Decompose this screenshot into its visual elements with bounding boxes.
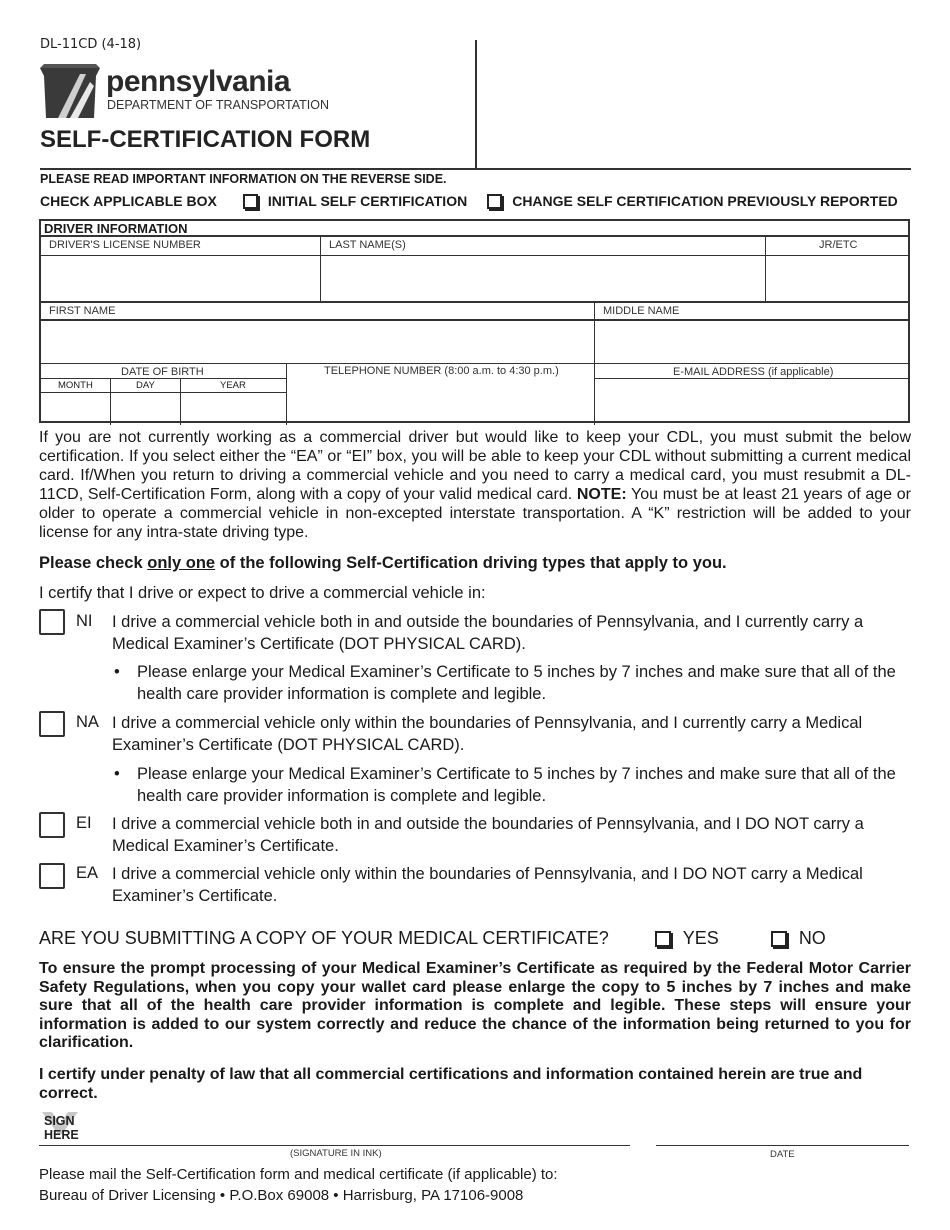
certify-intro: I certify that I drive or expect to drive a commercial vehicle in: bbox=[39, 584, 486, 602]
birth-month-field[interactable] bbox=[42, 393, 109, 423]
medical-yes-checkbox[interactable] bbox=[655, 931, 671, 947]
driver-information-heading: DRIVER INFORMATION bbox=[41, 221, 908, 237]
initial-certification-label: INITIAL SELF CERTIFICATION bbox=[267, 193, 468, 209]
instruction-emphasis: only one bbox=[147, 554, 216, 572]
date-of-birth-label: DATE OF BIRTH bbox=[121, 366, 204, 378]
keystone-icon bbox=[40, 64, 100, 118]
option-na-code: NA bbox=[76, 713, 99, 731]
logo-department: DEPARTMENT OF TRANSPORTATION bbox=[107, 98, 330, 112]
option-ni-bullet-marker: • bbox=[114, 663, 120, 681]
middle-name-label: MIDDLE NAME bbox=[603, 305, 680, 317]
middle-name-field[interactable] bbox=[596, 321, 907, 363]
option-ea-code: EA bbox=[76, 864, 99, 882]
initial-certification-option[interactable] bbox=[243, 193, 467, 209]
birth-day-field[interactable] bbox=[112, 393, 179, 423]
form-number: DL-11CD (4-18) bbox=[40, 37, 142, 52]
option-na-bullet-text: Please enlarge your Medical Examiner’s Certificate to 5 inches by 7 inches and make sure that all of the health care provider information is complete and legible. bbox=[137, 765, 896, 805]
medical-no-checkbox[interactable] bbox=[771, 931, 787, 947]
intro-paragraph bbox=[39, 429, 911, 542]
last-name-label: LAST NAME(S) bbox=[329, 239, 406, 251]
email-field[interactable] bbox=[596, 379, 907, 423]
option-ni-checkbox[interactable] bbox=[39, 609, 65, 635]
sign-here-line2: HERE bbox=[44, 1128, 79, 1142]
medical-certificate-question bbox=[39, 928, 826, 949]
option-na-bullet-marker: • bbox=[114, 765, 120, 783]
selection-instruction bbox=[39, 554, 727, 573]
change-certification-option[interactable] bbox=[487, 193, 898, 209]
medical-yes-label: YES bbox=[682, 928, 719, 948]
check-applicable-row bbox=[40, 193, 898, 209]
license-number-label: DRIVER'S LICENSE NUMBER bbox=[49, 239, 201, 251]
year-label: YEAR bbox=[220, 380, 246, 391]
option-na-text: I drive a commercial vehicle only within the boundaries of Pennsylvania, and I currently carry a Medical Examiner’s Certificate (DOT PHYSICAL CARD). bbox=[112, 714, 863, 754]
mailing-instruction: Please mail the Self-Certification form and medical certificate (if applicable) to: bbox=[39, 1166, 558, 1183]
note-label: NOTE: bbox=[576, 485, 627, 503]
telephone-label: TELEPHONE NUMBER (8:00 a.m. to 4:30 p.m.) bbox=[324, 365, 559, 377]
medical-yes-option[interactable] bbox=[655, 928, 719, 949]
medical-question-text: ARE YOU SUBMITTING A COPY OF YOUR MEDICAL CERTIFICATE? bbox=[39, 928, 609, 948]
option-ei-code: EI bbox=[76, 814, 92, 832]
suffix-label: JR/ETC bbox=[819, 239, 858, 251]
month-label: MONTH bbox=[58, 380, 93, 391]
telephone-field[interactable] bbox=[288, 379, 593, 423]
intro-text: If you are not currently working as a commercial driver but would like to keep your CDL, you must submit the below certification. If you select either the “EA” or “EI” box, you will be able to keep your CDL without submitting a current medical card. If/When you return to driving a commercial vehicle and you need to carry a medical card, you must resubmit a DL-11CD, Self-Certification Form, along with a copy of your valid medical card. bbox=[39, 429, 911, 503]
logo-wordmark: pennsylvania bbox=[106, 65, 291, 98]
header-divider bbox=[475, 40, 477, 170]
initial-certification-checkbox[interactable] bbox=[243, 194, 258, 209]
medical-no-label: NO bbox=[798, 928, 826, 948]
option-ni-text: I drive a commercial vehicle both in and outside the boundaries of Pennsylvania, and I currently carry a Medical Examiner’s Certificate (DOT PHYSICAL CARD). bbox=[112, 613, 864, 653]
suffix-field[interactable] bbox=[767, 256, 907, 301]
sign-here-line1: SIGN bbox=[44, 1114, 75, 1128]
email-label: E-MAIL ADDRESS (if applicable) bbox=[673, 366, 834, 378]
note-text: You must be at least 21 years of age or older to operate a commercial vehicle in non-excepted interstate transportation. A “K” restriction will be added to your license for any intra-state driving type. bbox=[39, 485, 911, 541]
first-name-field[interactable] bbox=[42, 321, 593, 363]
license-number-field[interactable] bbox=[42, 256, 319, 301]
sign-here-icon bbox=[40, 1110, 80, 1146]
penndot-logo bbox=[40, 64, 330, 120]
change-certification-checkbox[interactable] bbox=[487, 194, 502, 209]
signature-line[interactable] bbox=[39, 1145, 630, 1146]
date-label: DATE bbox=[770, 1149, 795, 1160]
birth-year-field[interactable] bbox=[182, 393, 285, 423]
reverse-side-notice: PLEASE READ IMPORTANT INFORMATION ON THE REVERSE SIDE. bbox=[40, 172, 447, 186]
date-line[interactable] bbox=[656, 1145, 909, 1146]
instruction-before: Please check bbox=[39, 554, 148, 572]
option-na-checkbox[interactable] bbox=[39, 711, 65, 737]
option-ni-bullet-text: Please enlarge your Medical Examiner’s Certificate to 5 inches by 7 inches and make sure that all of the health care provider information is complete and legible. bbox=[137, 663, 896, 703]
option-ni-code: NI bbox=[76, 612, 93, 630]
processing-paragraph: To ensure the prompt processing of your Medical Examiner’s Certificate as required by the Federal Motor Carrier Safety Regulations, when you copy your wallet card please enlarge the copy to 5 inches by 7 inches and make sure that all of the health care provider information is complete and legible. These steps will ensure your information is added to our system correctly and reduce the chance of the information being returned to you for clarification. bbox=[39, 960, 911, 1051]
page-title: SELF-CERTIFICATION FORM bbox=[40, 126, 371, 153]
check-applicable-label: CHECK APPLICABLE BOX bbox=[40, 193, 217, 209]
change-certification-label: CHANGE SELF CERTIFICATION PREVIOUSLY REPORTED bbox=[512, 193, 898, 209]
mailing-address: Bureau of Driver Licensing • P.O.Box 69008 • Harrisburg, PA 17106-9008 bbox=[39, 1187, 524, 1204]
day-label: DAY bbox=[136, 380, 155, 391]
instruction-after: of the following Self-Certification driving types that apply to you. bbox=[215, 554, 727, 572]
driver-information-table bbox=[39, 219, 910, 423]
option-ei-text: I drive a commercial vehicle both in and outside the boundaries of Pennsylvania, and I DO NOT carry a Medical Examiner’s Certificate. bbox=[112, 815, 864, 855]
signature-label: (SIGNATURE IN INK) bbox=[290, 1148, 382, 1159]
medical-no-option[interactable] bbox=[771, 928, 826, 949]
first-name-label: FIRST NAME bbox=[49, 305, 116, 317]
header-rule bbox=[40, 168, 911, 170]
last-name-field[interactable] bbox=[322, 256, 764, 301]
option-ea-text: I drive a commercial vehicle only within the boundaries of Pennsylvania, and I DO NOT carry a Medical Examiner’s Certificate. bbox=[112, 865, 863, 905]
option-ei-checkbox[interactable] bbox=[39, 812, 65, 838]
penalty-certification: I certify under penalty of law that all commercial certifications and information contained herein are true and correct. bbox=[39, 1066, 863, 1102]
option-ea-checkbox[interactable] bbox=[39, 863, 65, 889]
